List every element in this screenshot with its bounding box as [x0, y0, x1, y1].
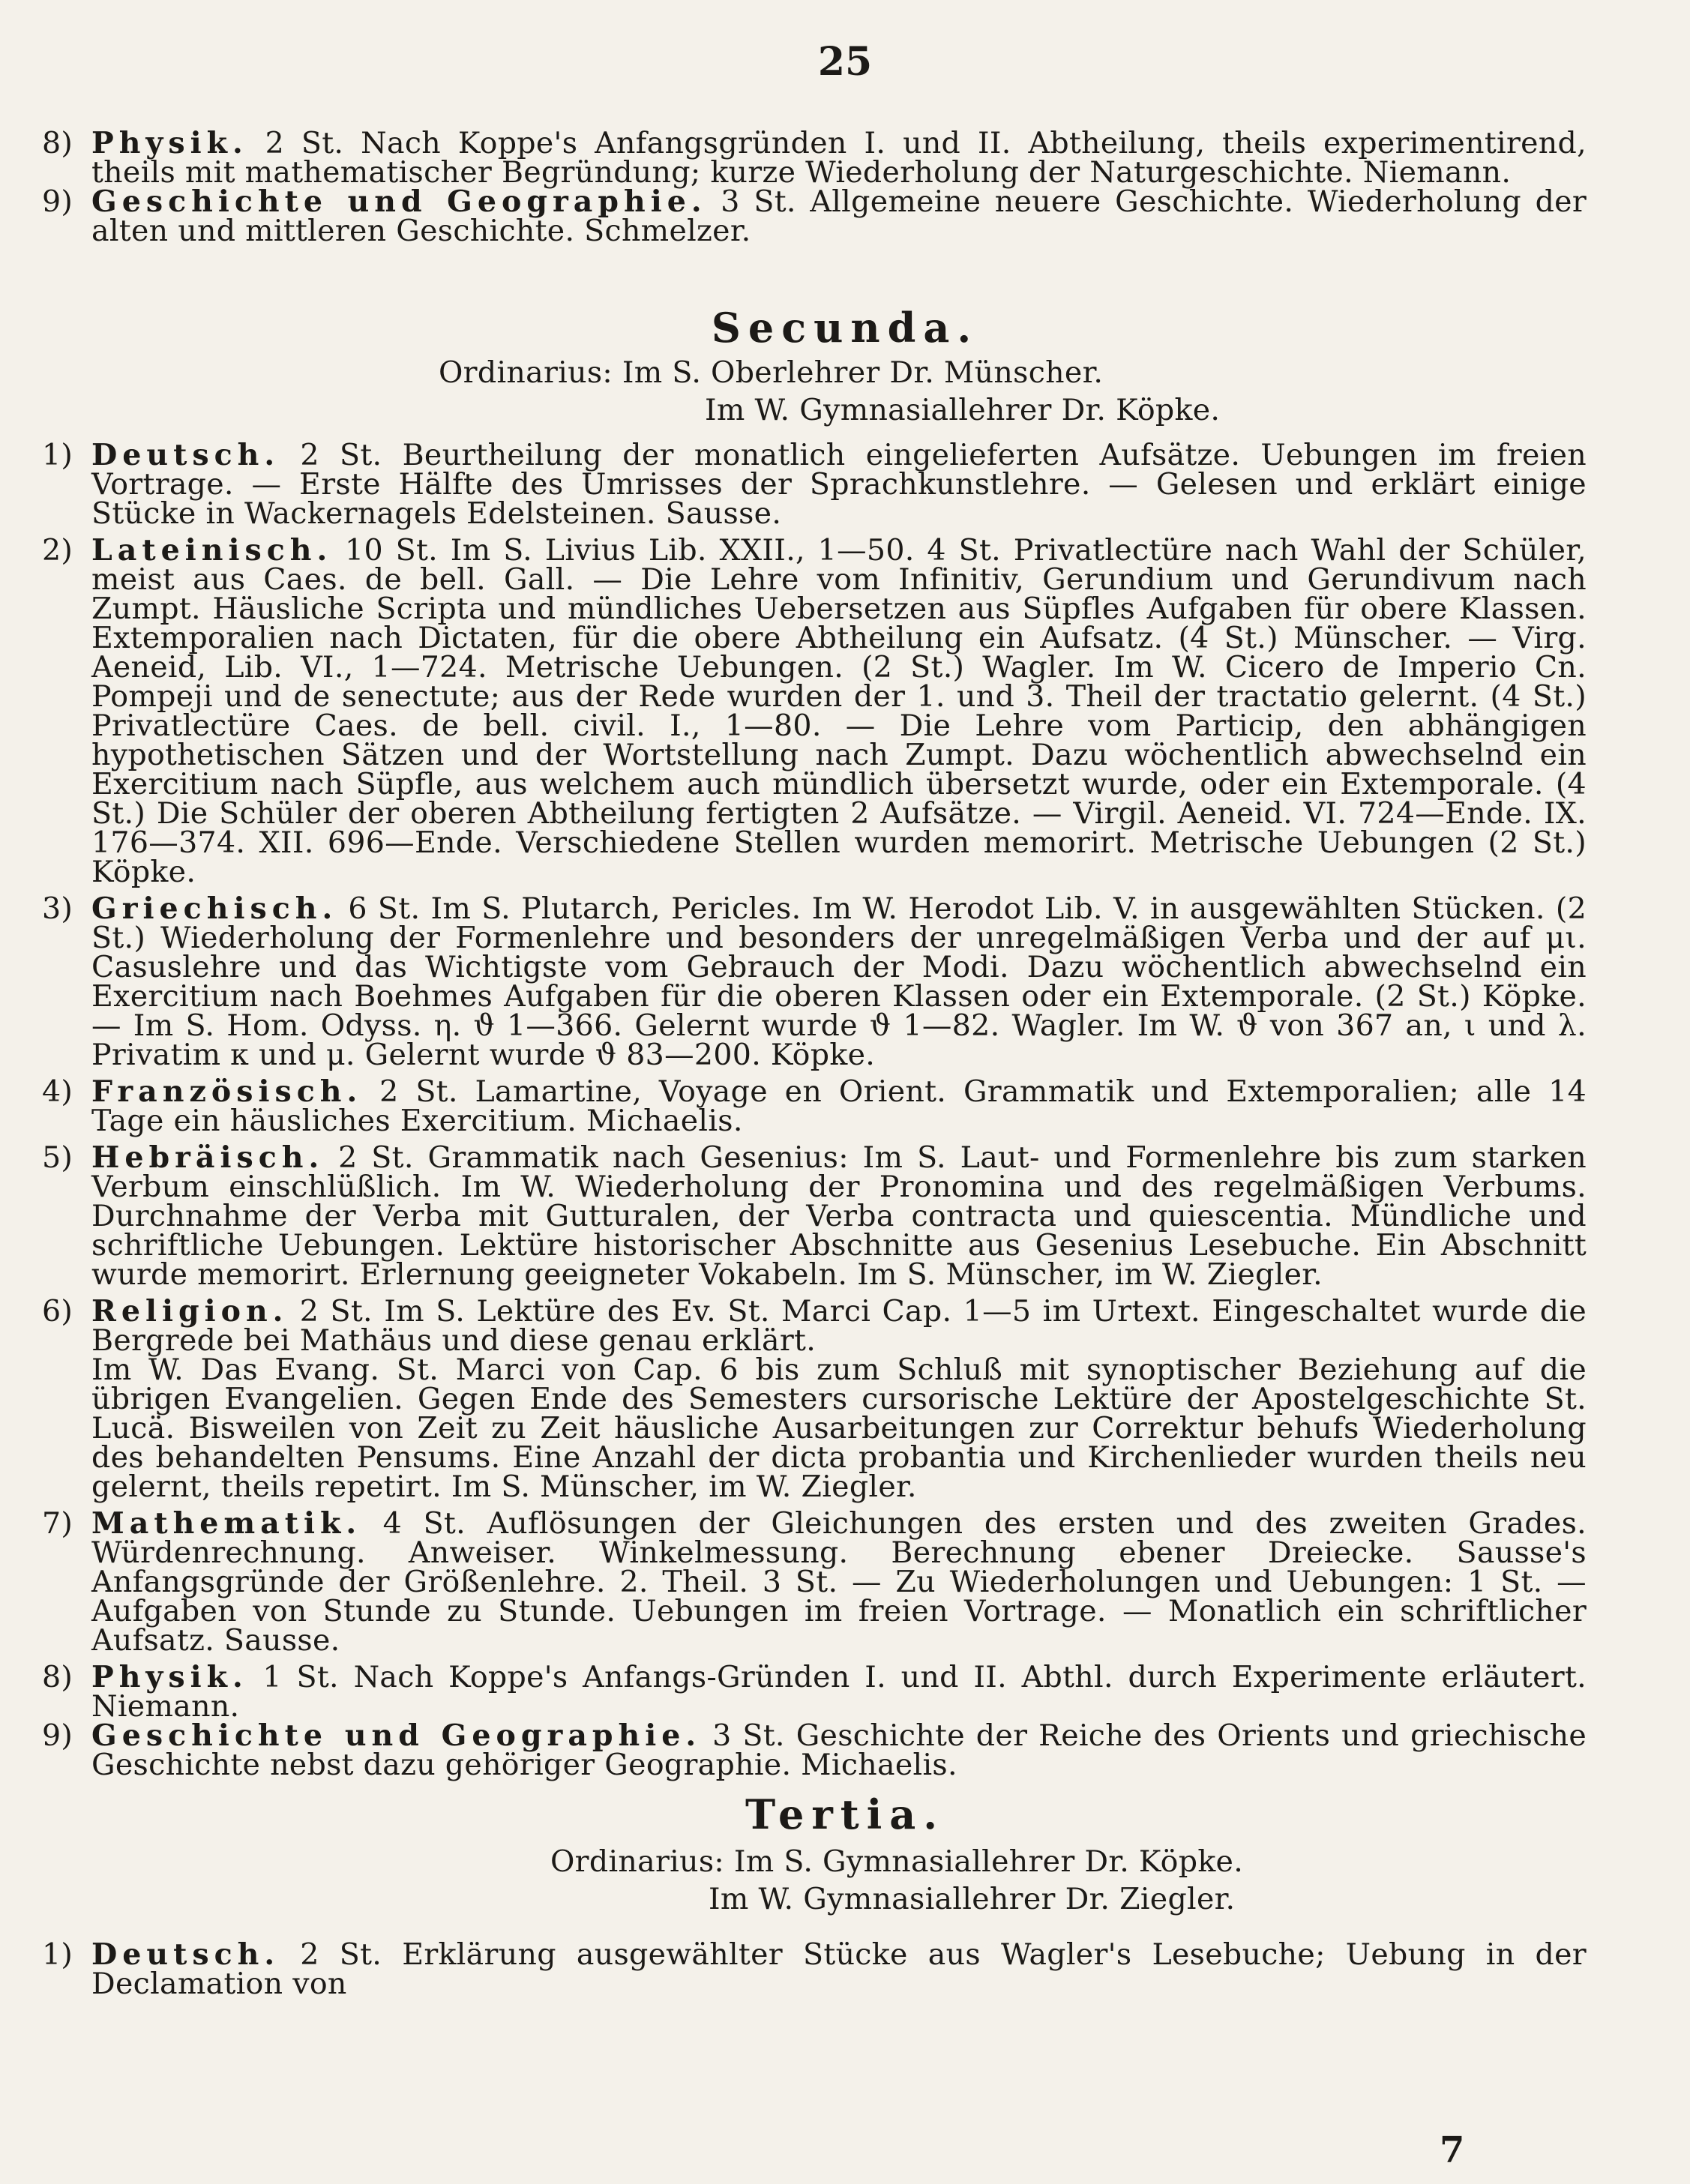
list-item: [42, 126, 1587, 190]
subject-label: Deutsch.: [91, 438, 280, 472]
item-text: 2 St. Erklärung ausgewählter Stücke aus Wagler's Lesebuche; Uebung in der Declamation von: [91, 1937, 1587, 2001]
item-text: 2 St. Im S. Lektüre des Ev. St. Marci Cap. 1—5 im Urtext. Eingeschaltet wurde die Bergrede bei Mathäus und diese genau erklärt.: [91, 1294, 1587, 1358]
subject-label: Deutsch.: [91, 1937, 280, 1972]
list-item: [42, 1718, 1587, 1782]
section-heading-secunda: Secunda.: [711, 304, 979, 352]
subject-label: Religion.: [91, 1294, 289, 1329]
subject-label: Griechisch.: [91, 891, 338, 926]
signature-mark: 7: [1440, 2129, 1465, 2171]
subject-label: Physik.: [91, 1660, 248, 1694]
list-item: [42, 1140, 1587, 1292]
item-text: 2 St. Grammatik nach Gesenius: Im S. Laut- und Formenlehre bis zum starken Verbum einschlüßlich. Im W. Wiederholung der Pronomina und des regelmäßigen Verbums. Durchnahme der Verba mit Gutturalen, der Verba contracta und quiescentia. Mündliche und schriftliche Uebungen. Lektüre historischer Abschnitte aus Gesenius Lesebuche. Ein Abschnitt wurde memorirt. Erlernung geeigneter Vokabeln. Im S. Münscher, im W. Ziegler.: [91, 1140, 1587, 1292]
item-number: 8): [42, 126, 73, 160]
item-text: 3 St. Geschichte der Reiche des Orients und griechische Geschichte nebst dazu gehöriger Geographie. Michaelis.: [91, 1718, 1587, 1782]
ordinarius-line: Ordinarius: Im S. Gymnasiallehrer Dr. Köpke.: [550, 1844, 1244, 1879]
item-number: 5): [42, 1140, 73, 1175]
item-number: 7): [42, 1506, 73, 1541]
item-text: 1 St. Nach Koppe's Anfangs-Gründen I. und II. Abthl. durch Experimente erläutert. Niemann.: [91, 1660, 1587, 1724]
item-text: 10 St. Im S. Livius Lib. XXII., 1—50. 4 St. Privatlectüre nach Wahl der Schüler, meist aus Caes. de bell. Gall. — Die Lehre vom Infinitiv, Gerundium und Gerundivum nach Zumpt. Häusliche Scripta und mündliches Uebersetzen aus Süpfles Aufgaben für obere Klassen. Extemporalien nach Dictaten, für die obere Abtheilung ein Aufsatz. (4 St.) Münscher. — Virg. Aeneid, Lib. VI., 1—724. Metrische Uebungen. (2 St.) Wagler. Im W. Cicero de Imperio Cn. Pompeji und de senectute; aus der Rede wurden der 1. und 3. Theil der tractatio gelernt. (4 St.) Privatlectüre Caes. de bell. civil. I., 1—80. — Die Lehre vom Particip, den abhängigen hypothetischen Sätzen und der Wortstellung nach Zumpt. Dazu wöchentlich abwechselnd ein Exercitium nach Süpfle, aus welchem auch mündlich übersetzt wurde, oder ein Extemporale. (4 St.) Die Schüler der oberen Abtheilung fertigten 2 Aufsätze. — Virgil. Aeneid. VI. 724—Ende. IX. 176—374. XII. 696—Ende. Verschiedene Stellen wurden memorirt. Metrische Uebungen (2 St.) Köpke.: [91, 533, 1587, 889]
subject-label: Französisch.: [91, 1074, 363, 1109]
subject-label: Lateinisch.: [91, 533, 333, 568]
ordinarius-secunda: [0, 355, 1690, 427]
list-item: [42, 1506, 1587, 1658]
list-item: [42, 1660, 1587, 1724]
item-text: 3 St. Allgemeine neuere Geschichte. Wiederholung der alten und mittleren Geschichte. Schmelzer.: [91, 184, 1587, 248]
list-item: [42, 891, 1587, 1072]
subject-label: Geschichte und Geographie.: [91, 1718, 702, 1753]
item-number: 1): [42, 1937, 73, 1972]
secunda-list: [42, 438, 1587, 1782]
page-number: 25: [817, 39, 873, 85]
item-text: 4 St. Auflösungen der Gleichungen des ersten und des zweiten Grades. Würdenrechnung. Anweiser. Winkelmessung. Berechnung ebener Dreiecke. Sausse's Anfangsgründe der Größenlehre. 2. Theil. 3 St. — Zu Wiederholungen und Uebungen: 1 St. — Aufgaben von Stunde zu Stunde. Uebungen im freien Vortrage. — Monatlich ein schriftlicher Aufsatz. Sausse.: [91, 1506, 1587, 1658]
list-item: [42, 438, 1587, 531]
item-text: Im W. Das Evang. St. Marci von Cap. 6 bis zum Schluß mit synoptischer Beziehung auf die übrigen Evangelien. Gegen Ende des Semesters cursorische Lektüre der Apostelgeschichte St. Lucä. Bisweilen von Zeit zu Zeit häusliche Ausarbeitungen zur Correktur behufs Wiederholung des behandelten Pensums. Eine Anzahl der dicta probantia und Kirchenlieder wurden theils neu gelernt, theils repetirt. Im S. Münscher, im W. Ziegler.: [91, 1353, 1587, 1504]
item-number: 8): [42, 1660, 73, 1694]
list-item: [42, 1294, 1587, 1504]
ordinarius-line: Im W. Gymnasiallehrer Dr. Köpke.: [705, 393, 1221, 427]
list-item: [42, 184, 1587, 248]
tertia-list: [42, 1937, 1587, 2001]
prima-tail: [42, 126, 1587, 248]
list-item: [42, 1937, 1587, 2001]
list-item: [42, 1074, 1587, 1138]
ordinarius-tertia: [0, 1844, 1690, 1916]
item-text: 2 St. Lamartine, Voyage en Orient. Grammatik und Extemporalien; alle 14 Tage ein häusliches Exercitium. Michaelis.: [91, 1074, 1587, 1138]
subject-label: Mathematik.: [91, 1506, 362, 1541]
item-text: 2 St. Nach Koppe's Anfangsgründen I. und II. Abtheilung, theils experimentirend, theils mit mathematischer Begründung; kurze Wiederholung der Naturgeschichte. Niemann.: [91, 126, 1587, 190]
list-item: [42, 533, 1587, 889]
subject-label: Geschichte und Geographie.: [91, 184, 707, 219]
item-number: 4): [42, 1074, 73, 1109]
subject-label: Hebräisch.: [91, 1140, 325, 1175]
item-number: 2): [42, 533, 73, 568]
subject-label: Physik.: [91, 126, 248, 160]
item-number: 6): [42, 1294, 73, 1329]
item-number: 9): [42, 1718, 73, 1753]
section-heading-tertia: Tertia.: [745, 1790, 945, 1838]
item-text: 6 St. Im S. Plutarch, Pericles. Im W. Herodot Lib. V. in ausgewählten Stücken. (2 St.) Wiederholung der Formenlehre und besonders der unregelmäßigen Verba und der auf μι. Casuslehre und das Wichtigste vom Gebrauch der Modi. Dazu wöchentlich abwechselnd ein Exercitium nach Boehmes Aufgaben für die oberen Klassen oder ein Extemporale. (2 St.) Köpke. — Im S. Hom. Odyss. η. ϑ 1—366. Gelernt wurde ϑ 1—82. Wagler. Im W. ϑ von 367 an, ι und λ. Privatim κ und μ. Gelernt wurde ϑ 83—200. Köpke.: [91, 891, 1587, 1072]
ordinarius-line: Im W. Gymnasiallehrer Dr. Ziegler.: [709, 1882, 1236, 1916]
item-number: 9): [42, 184, 73, 219]
item-number: 1): [42, 438, 73, 472]
item-number: 3): [42, 891, 73, 926]
item-text: 2 St. Beurtheilung der monatlich eingelieferten Aufsätze. Uebungen im freien Vortrage. — Erste Hälfte des Umrisses der Sprachkunstlehre. — Gelesen und erklärt einige Stücke in Wackernagels Edelsteinen. Sausse.: [91, 438, 1587, 531]
ordinarius-line: Ordinarius: Im S. Oberlehrer Dr. Münscher.: [439, 355, 1104, 390]
